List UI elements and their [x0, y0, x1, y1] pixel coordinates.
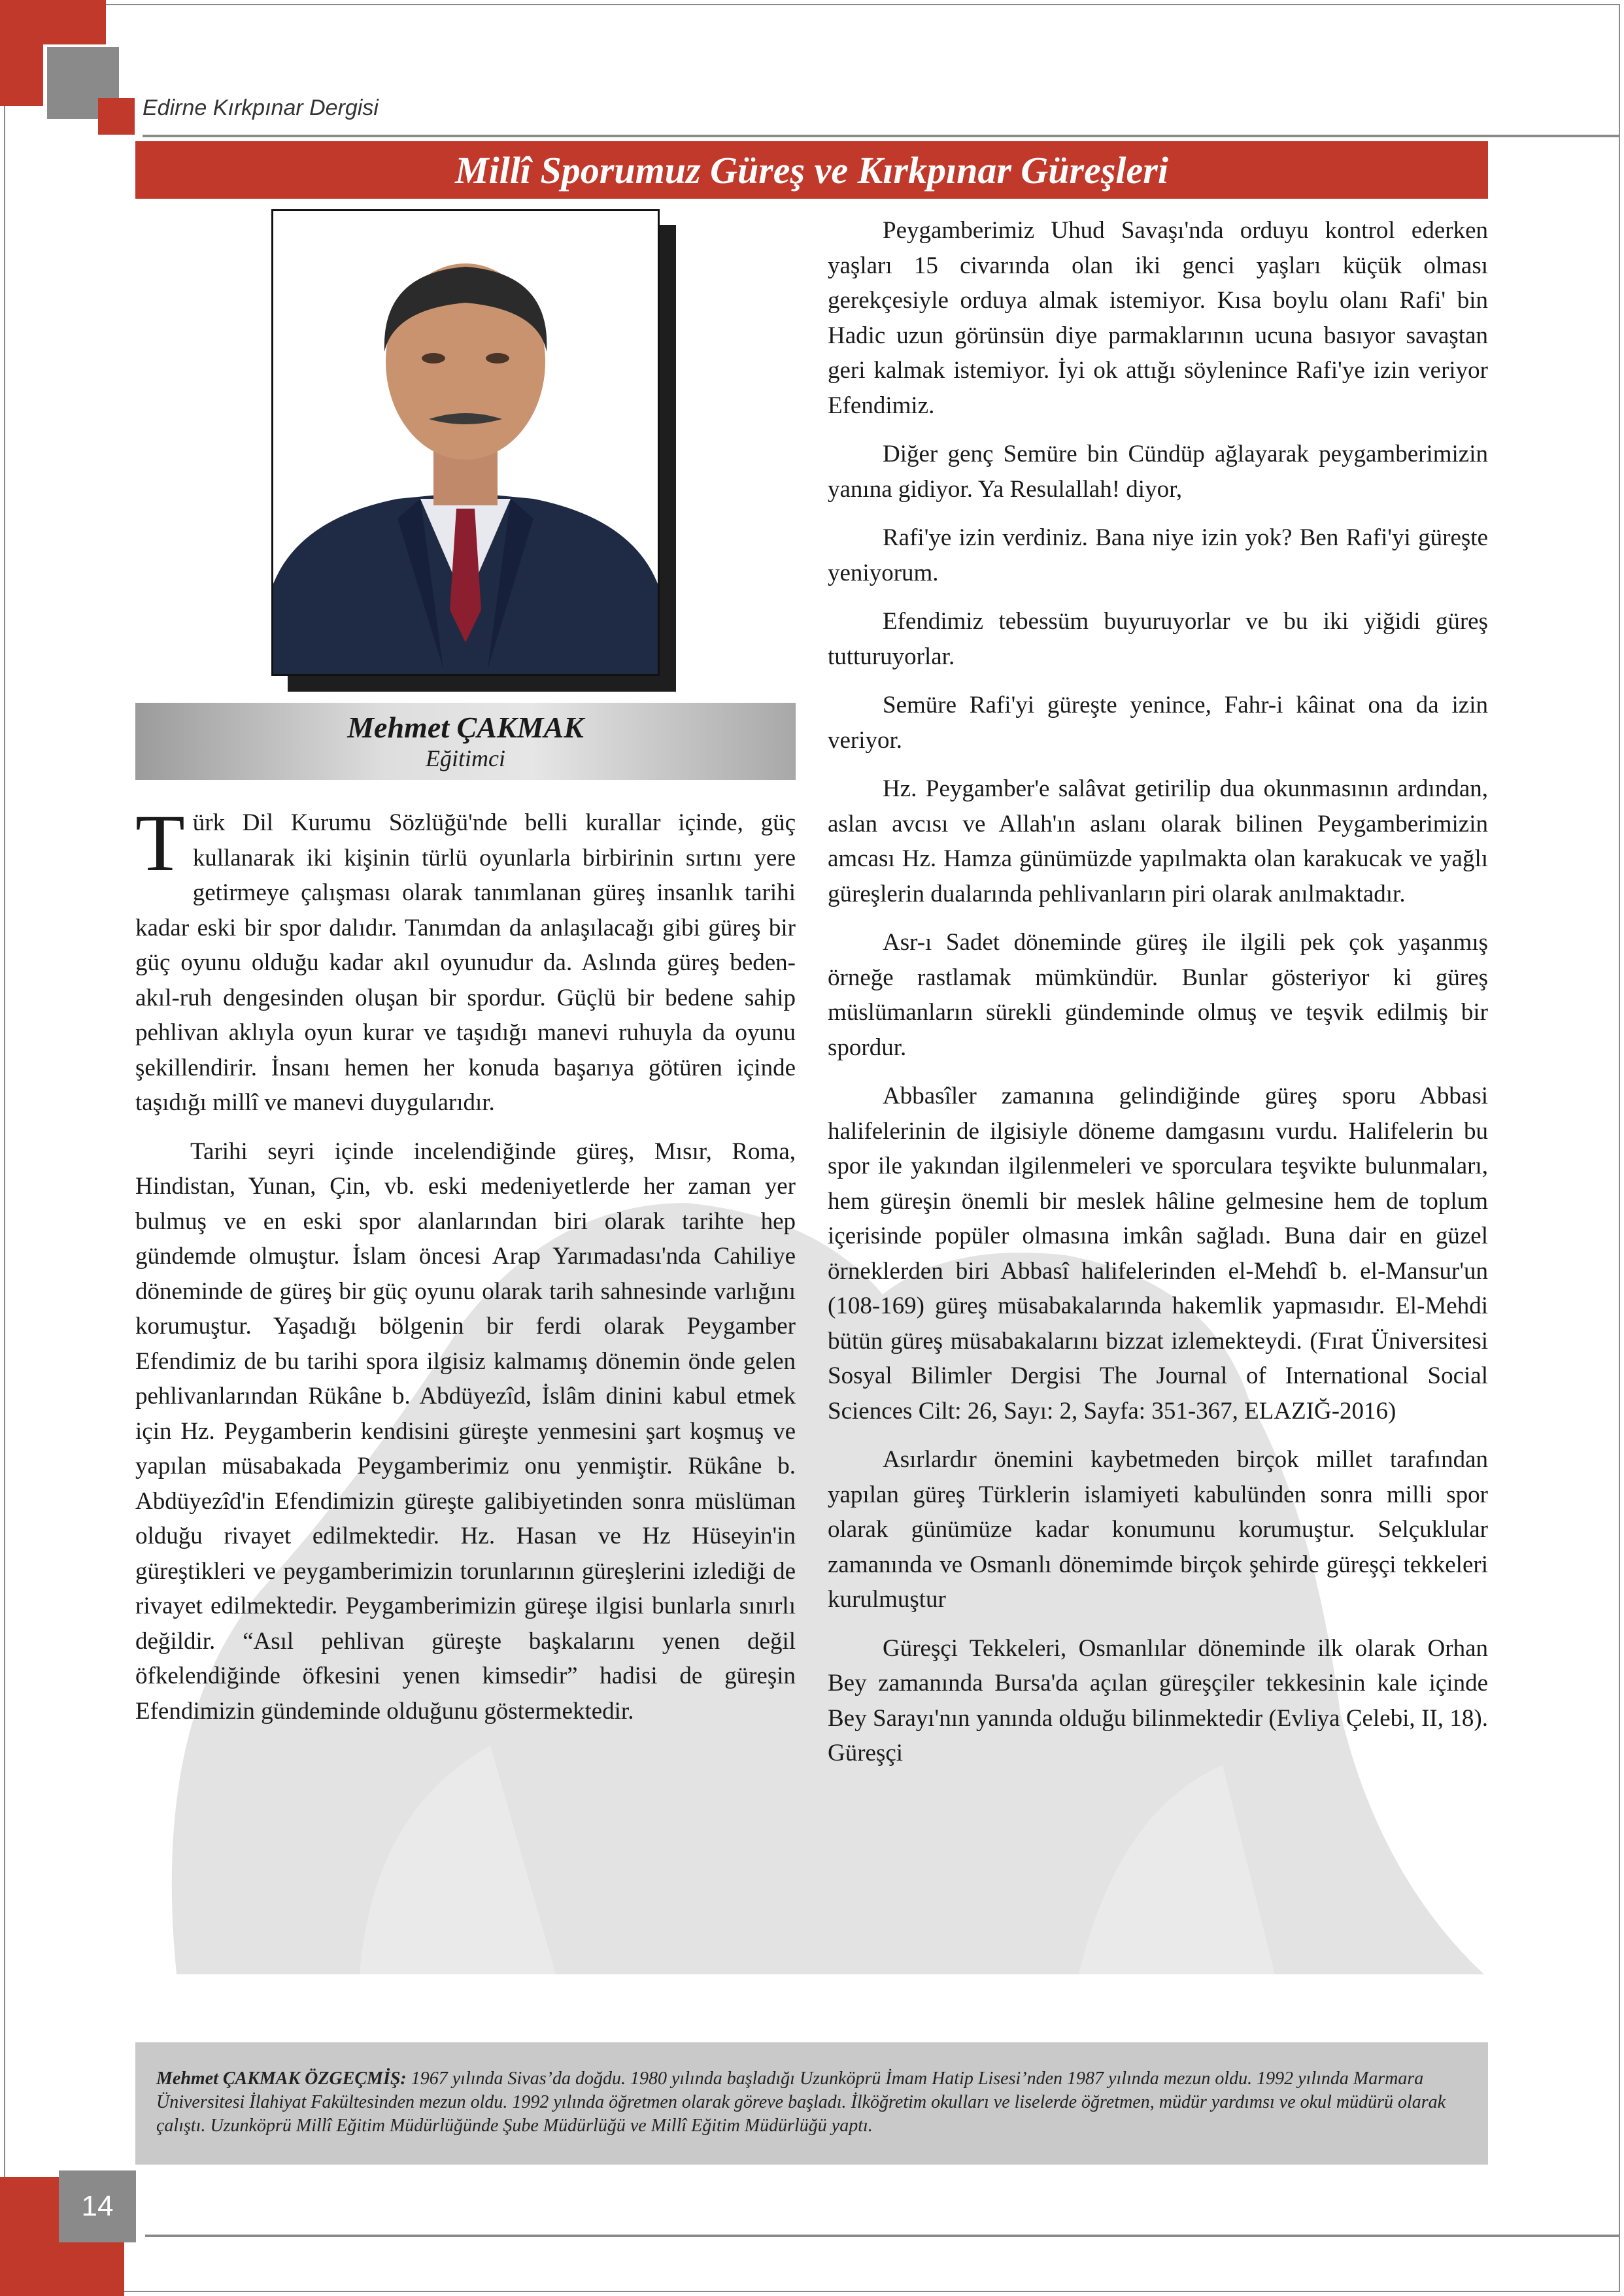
paragraph: Efendimiz tebessüm buyuruyorlar ve bu iki yiğidi güreş tutturuyorlar.	[828, 608, 1488, 670]
paragraph: Hz. Peygamber'e salâvat getirilip dua okunmasının ardından, aslan avcısı ve Allah'ın aslanı olarak bilinen Peygamberimizin amcası Hz. Hamza günümüzde yapılmakta olan karakucak ve yağlı güreşlerin dualarında pehlivanların piri olarak anılmaktadır.	[828, 775, 1488, 907]
author-role: Eğitimci	[426, 745, 505, 771]
corner-decoration-top	[0, 0, 106, 106]
article-title-bar	[135, 141, 1488, 199]
header-rule	[143, 135, 1620, 137]
author-box	[135, 703, 796, 780]
journal-name: Edirne Kırkpınar Dergisi	[143, 95, 379, 120]
paragraph: Abbasîler zamanına gelindiğinde güreş sporu Abbasi halifelerinin de ilgisiyle döneme damgasını vurdu. Halifelerin bu spor ile yakından ilgilenmeleri ve sporculara teşvikte bulunmaları, hem güreşin önemli bir meslek hâline gelmesine hem de toplum içerisinde popüler olmasına imkân sağladı. Buna dair en güzel örneklerden biri Abbasî halifelerinden el-Mehdî b. el-Mansur'un (108-169) güreş müsabakalarında hakemlik yapmasıdır. El-Mehdi bütün güreş müsabakalarını bizzat izlemekteydi. (Fırat Üniversitesi Sosyal Bilimler Dergisi The Journal of International Social Sciences Cilt: 26, Sayı: 2, Sayfa: 351-367, ELAZIĞ-2016)	[828, 1083, 1488, 1425]
author-photo	[271, 209, 660, 676]
paragraph: Güreşçi Tekkeleri, Osmanlılar döneminde ilk olarak Orhan Bey zamanında Bursa'da açılan güreşçiler tekkesinin kale içinde Bey Sarayı'nın yanında olduğu bilinmektedir (Evliya Çelebi, II, 18). Güreşçi	[828, 1634, 1488, 1766]
paragraph: Rafi'ye izin verdiniz. Bana niye izin yok? Ben Rafi'yi güreşte yeniyorum.	[828, 524, 1488, 586]
paragraph: Peygamberimiz Uhud Savaşı'nda orduyu kontrol ederken yaşları 15 civarında olan iki genci yaşları küçük olması gerekçesiyle orduya almak istemiyor. Kısa boylu olanı Rafi' bin Hadic uzun görünsün diye parmaklarının ucuna basıyor savaştan geri kalmak istemiyor. İyi ok attığı söylenince Rafi'ye izin veriyor Efendimiz.	[828, 217, 1488, 419]
paragraph: Diğer genç Semüre bin Cündüp ağlayarak peygamberimizin yanına gidiyor. Ya Resulallah! diyor,	[828, 441, 1488, 503]
paragraph: Asırlardır önemini kaybetmeden birçok millet tarafından yapılan güreş Türklerin islamiyeti kabulünden sonra milli spor olarak günümüze kadar konumunu korumuştur. Selçuklular zamanında ve Osmanlı dönemimde birçok şehirde güreşçi tekkeleri kurulmuştur	[828, 1446, 1488, 1613]
paragraph: Asr-ı Sadet döneminde güreş ile ilgili pek çok yaşanmış örneğe rastlamak mümkündür. Bunlar gösteriyor ki güreş müslümanların sürekli gündeminde olmuş ve teşvik edilmiş bir spordur.	[828, 929, 1488, 1061]
biography-box	[135, 2042, 1488, 2165]
paragraph: Türk Dil Kurumu Sözlüğü'nde belli kurallar içinde, güç kullanarak iki kişinin türlü oyunlarla birbirinin sırtını yere getirmeye çalışması olarak tanımlanan güreş insanlık tarihi kadar eski bir spor dalıdır. Tanımdan da anlaşılacağı gibi güreş bir güç oyunu olduğu kadar akıl oyunudur da. Aslında güreş beden-akıl-ruh dengesinden oluşan bir spordur. Güçlü bir bedene sahip pehlivan aklıyla oyun kurar ve taşıdığı manevi ruhuyla da oyunu şekillendirir. İnsanı hemen her konuda başarıya götüren içinde taşıdığı millî ve manevi duygularıdır.	[135, 798, 796, 1116]
biography-label: Mehmet ÇAKMAK ÖZGEÇMİŞ:	[156, 2068, 407, 2089]
paragraph: Tarihi seyri içinde incelendiğinde güreş, Mısır, Roma, Hindistan, Yunan, Çin, vb. eski medeniyetlerde her zaman yer bulmuş ve en eski spor alanlarından biri olarak tarihte hep gündemde olmuştur. İslam öncesi Arap Yarımadası'nda Cahiliye döneminde de güreş bir güç oyunu olarak tarih sahnesinde varlığını korumuştur. Yaşadığı bölgenin bir ferdi olarak Peygamber Efendimiz de bu tarihi spora ilgisiz kalmamış dönemin önde gelen pehlivanlarından Rükâne b. Abdüyezîd, İslâm dinini kabul etmek için Hz. Peygamberin kendisini güreşte yenmesini şart koşmuş ve yapılan müsabakada Peygamberimiz onu yenmiştir. Rükâne b. Abdüyezîd'in Efendimizin güreşte galibiyetinden sonra müslüman olduğu rivayet edilmektedir. Hz. Hasan ve Hz Hüseyin'in güreştikleri ve peygamberimizin torunlarının güreşlerini izlediği de rivayet edilmektedir. Peygamberimizin güreşe ilgisi bunlarla sınırlı değildir. “Asıl pehlivan güreşte başkalarını yenen değil öfkelendiğinde öfkesini yenen kimsedir” hadisi de güreşin Efendimizin gündeminde olduğunu göstermektedir.	[135, 1138, 796, 1725]
author-portrait-illustration	[273, 211, 658, 674]
paragraph: Semüre Rafi'yi güreşte yenince, Fahr-i kâinat ona da izin veriyor.	[828, 692, 1488, 754]
footer-rule	[145, 2235, 1620, 2237]
left-column	[135, 798, 796, 1742]
author-name: Mehmet ÇAKMAK	[347, 711, 584, 744]
drop-cap: T	[135, 798, 185, 888]
biography-text: 1967 yılında Sivas’da doğdu. 1980 yılında başladığı Uzunköprü İmam Hatip Lisesi’nden 1987 yılında mezun oldu. 1992 yılında Marmara Üniversitesi İlahiyat Fakültesinden mezun oldu. 1992 yılında öğretmen olarak göreve başladı. İlköğretim okulları ve liselerde öğretmen, müdür yardımsı ve okul müdürü olarak çalıştı. Uzunköprü Millî Eğitim Müdürlüğünde Şube Müdürlüğü ve Millî Eğitim Müdürlüğü yaptı.	[156, 2068, 1446, 2136]
right-column	[828, 213, 1488, 1785]
article-title: Millî Sporumuz Güreş ve Kırkpınar Güreşleri	[455, 148, 1168, 192]
page-number: 14	[59, 2170, 136, 2242]
